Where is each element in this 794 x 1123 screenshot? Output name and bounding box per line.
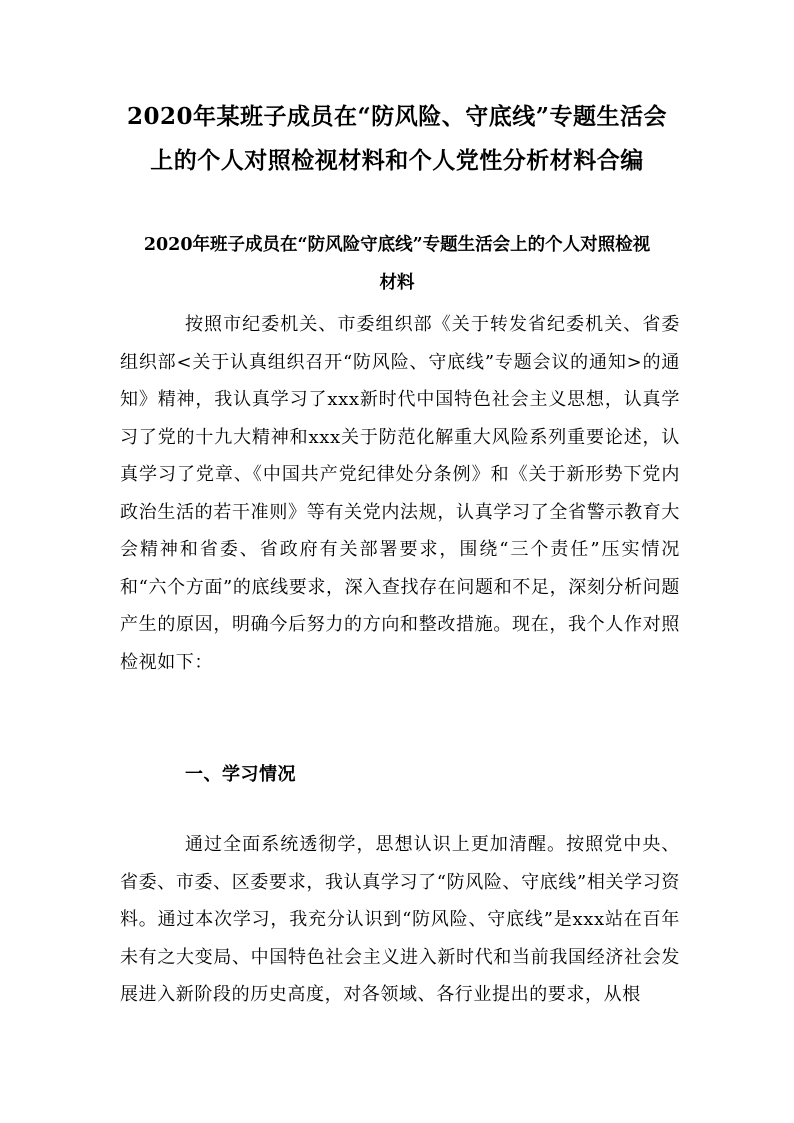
document-title-line-1: 2020年某班子成员在“防风险、守底线”专题生活会: [127, 103, 667, 130]
section-title-line-2: 材料: [379, 273, 415, 293]
document-title: [100, 95, 694, 183]
study-paragraph: 通过全面系统透彻学，思想认识上更加清醒。按照党中央、省委、市委、区委要求，我认真学习了“防风险、守底线”相关学习资料。通过本次学习，我充分认识到“防风险、守底线”是xxx站在百年未有之大变局、中国特色社会主义进入新时代和当前我国经济社会发展进入新阶段的历史高度，对各领域、各行业提出的要求，从根: [120, 834, 680, 1005]
document-title-line-2: 上的个人对照检视材料和个人党性分析材料合编: [150, 147, 644, 174]
section-title-line-1: 2020年班子成员在“防风险守底线”专题生活会上的个人对照检视: [143, 235, 651, 255]
section-heading-study: 一、学习情况: [185, 764, 296, 785]
intro-paragraph: 按照市纪委机关、市委组织部《关于转发省纪委机关、省委组织部<关于认真组织召开“防风险、守底线”专题会议的通知>的通知》精神，我认真学习了xxx新时代中国特色社会主义思想，认真学习了党的十九大精神和xxx关于防范化解重大风险系列重要论述，认真学习了党章、《中国共产党纪律处分条例》和《关于新形势下党内政治生活的若干准则》等有关党内法规，认真学习了全省警示教育大会精神和省委、省政府有关部署要求，围绕“三个责任”压实情况和“六个方面”的底线要求，深入查找存在问题和不足，深刻分析问题产生的原因，明确今后努力的方向和整改措施。现在，我个人作对照检视如下：: [120, 314, 680, 673]
section-title: [104, 226, 690, 302]
